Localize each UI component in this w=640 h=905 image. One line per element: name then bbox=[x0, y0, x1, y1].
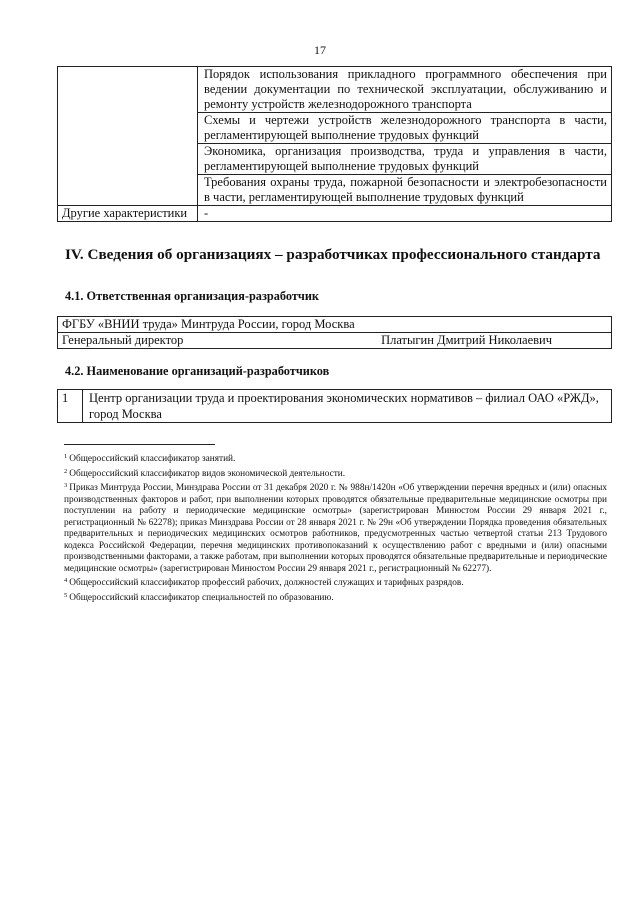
footnote-mark: 4 bbox=[64, 577, 68, 584]
knowledge-item: Экономика, организация производства, труда и управления в части, регламентирующей выполнение трудовых функций bbox=[198, 144, 612, 175]
footnote-text: Приказ Минтруда России, Минздрава России от 31 декабря 2020 г. № 988н/1420н «Об утверждении перечня вредных и (или) опасных производственных факторов и работ, при выполнении которых проводятся обязательные предварительные медицинские осмотры при поступлении на работу и периодические медицинские осмотры» (зарегистрирован Минюстом России 29 января 2021 г., регистрационный № 62278); приказ Минздрава России от 28 января 2021 г. № 29н «Об утверждении Порядка проведения обязательных предварительных и периодических медицинских осмотров работников, предусмотренных частью четвертой статьи 213 Трудового кодекса Российской Федерации, перечня медицинских противопоказаний к осуществлению работ с вредными и (или) опасными производственными факторами, а также работам, при выполнении которых проводятся обязательные предварительные и периодические медицинские осмотры» (зарегистрирован Минюстом России 29 января 2021 г., регистрационный № 62277). bbox=[64, 483, 607, 574]
page-number: 17 bbox=[314, 43, 326, 57]
developers-table bbox=[57, 389, 612, 423]
footnote bbox=[64, 575, 607, 590]
footnote-text: Общероссийский классификатор видов экономической деятельности. bbox=[69, 468, 346, 479]
table-row bbox=[58, 206, 612, 222]
responsible-org-table bbox=[57, 316, 612, 349]
table-row bbox=[58, 67, 612, 113]
table-row bbox=[58, 317, 612, 333]
footnote bbox=[64, 451, 607, 466]
developer-name: Центр организации труда и проектирования экономических нормативов – филиал ОАО «РЖД», город Москва bbox=[83, 390, 612, 423]
footnote bbox=[64, 590, 607, 605]
knowledge-item: Требования охраны труда, пожарной безопасности и электробезопасности в части, регламентирующей выполнение трудовых функций bbox=[198, 175, 612, 206]
footnote-text: Общероссийский классификатор занятий. bbox=[69, 454, 236, 464]
characteristics-table bbox=[57, 66, 612, 222]
knowledge-item: Схемы и чертежи устройств железнодорожного транспорта в части, регламентирующей выполнение трудовых функций bbox=[198, 113, 612, 144]
other-characteristics-label: Другие характеристики bbox=[58, 206, 198, 222]
organization-name: ФГБУ «ВНИИ труда» Минтруда России, город Москва bbox=[58, 317, 612, 333]
footnote-text: Общероссийский классификатор профессий рабочих, должностей служащих и тарифных разрядов. bbox=[69, 578, 464, 588]
other-characteristics-value: - bbox=[198, 206, 612, 222]
footnote-mark: 3 bbox=[64, 482, 68, 489]
table-row bbox=[58, 333, 612, 349]
director-cell bbox=[58, 333, 612, 349]
footnote bbox=[64, 480, 607, 575]
table-row bbox=[58, 390, 612, 423]
developers-title: 4.2. Наименование организаций-разработчиков bbox=[65, 364, 330, 378]
table-cell-empty bbox=[58, 67, 198, 206]
knowledge-item: Порядок использования прикладного программного обеспечения при ведении документации по технической эксплуатации, обслуживанию и ремонту устройств железнодорожного транспорта bbox=[198, 67, 612, 113]
footnote-text: Общероссийский классификатор специальностей по образованию. bbox=[69, 592, 334, 603]
director-position: Генеральный директор bbox=[62, 333, 184, 347]
director-name: Платыгин Дмитрий Николаевич bbox=[381, 333, 552, 347]
footnote-separator bbox=[64, 444, 215, 445]
footnote bbox=[64, 466, 607, 481]
footnotes bbox=[64, 451, 607, 604]
developer-number: 1 bbox=[58, 390, 83, 423]
footnote-mark: 1 bbox=[64, 453, 68, 460]
footnote-mark: 2 bbox=[64, 467, 68, 475]
footnote-mark: 5 bbox=[64, 591, 68, 599]
section-title: IV. Сведения об организациях – разработчиках профессионального стандарта bbox=[65, 246, 601, 263]
responsible-org-title: 4.1. Ответственная организация-разработчик bbox=[65, 289, 319, 303]
